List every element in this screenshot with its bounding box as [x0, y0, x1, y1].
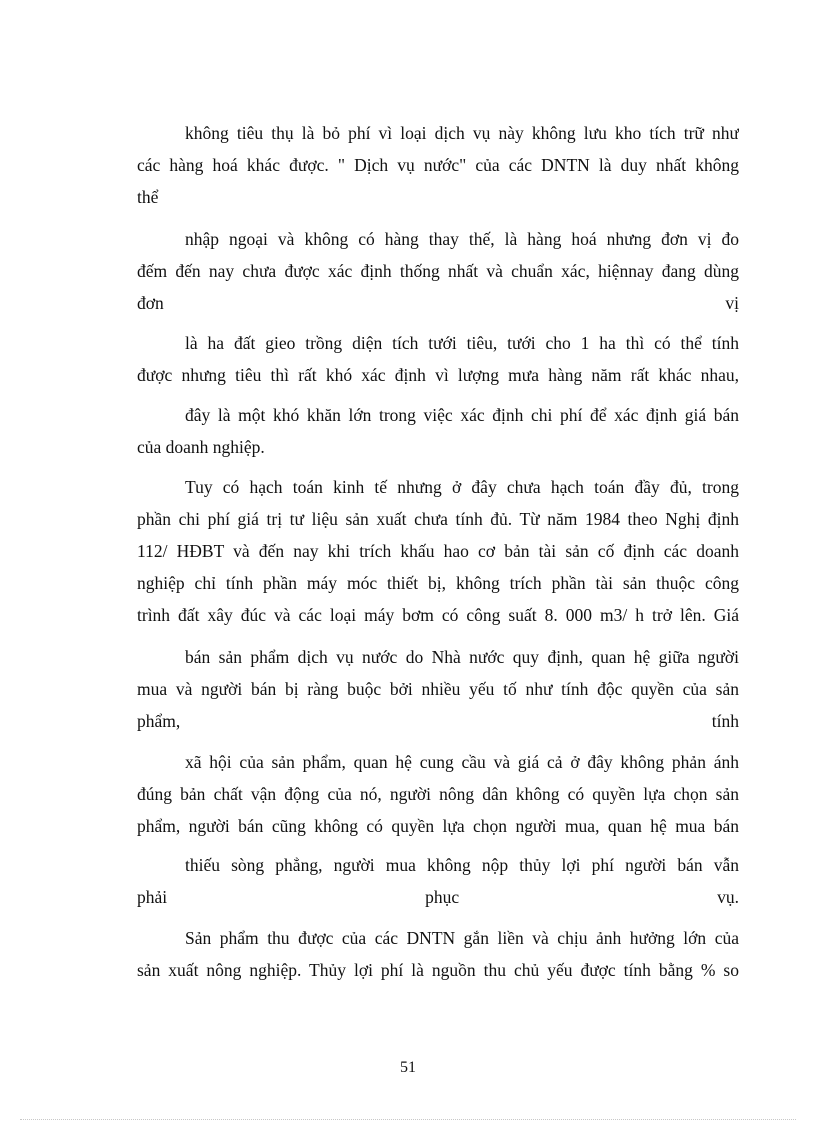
text-line: được nhưng tiêu thì rất khó xác định vì lượng mưa hàng năm rất khác nhau,	[137, 365, 739, 385]
page-bottom-divider	[20, 1119, 796, 1120]
text-line: nhập ngoại và không có hàng thay thế, là hàng hoá nhưng đơn vị đo	[185, 229, 739, 249]
text-line: 112/ HĐBT và đến nay khi trích khấu hao cơ bản tài sản cố định các doanh	[137, 541, 739, 561]
paragraph-1	[137, 117, 739, 213]
text-line: đúng bản chất vận động của nó, người nông dân không có quyền lựa chọn sản	[137, 784, 739, 804]
paragraph-5	[137, 471, 739, 631]
page-number: 51	[400, 1059, 416, 1076]
text-line: là ha đất gieo trồng diện tích tưới tiêu, tưới cho 1 ha thì có thể tính	[185, 333, 739, 353]
text-line: xã hội của sản phẩm, quan hệ cung cầu và giá cả ở đây không phản ánh	[185, 752, 739, 772]
text-line: thể	[137, 187, 159, 207]
text-line: không tiêu thụ là bỏ phí vì loại dịch vụ này không lưu kho tích trữ như	[185, 123, 739, 143]
text-line: phẩm, tính	[137, 711, 739, 731]
text-line: đây là một khó khăn lớn trong việc xác định chi phí để xác định giá bán	[185, 405, 739, 425]
text-line: phải phục vụ.	[137, 887, 739, 907]
text-line: phẩm, người bán cũng không có quyền lựa chọn người mua, quan hệ mua bán	[137, 816, 739, 836]
text-line: mua và người bán bị ràng buộc bởi nhiều yếu tố như tính độc quyền của sản	[137, 679, 739, 699]
text-line: của doanh nghiệp.	[137, 437, 265, 457]
text-line: nghiệp chỉ tính phần máy móc thiết bị, không trích phần tài sản thuộc công	[137, 573, 739, 593]
text-line: Sản phẩm thu được của các DNTN gắn liền và chịu ảnh hưởng lớn của	[185, 928, 739, 948]
text-line: các hàng hoá khác được. " Dịch vụ nước" của các DNTN là duy nhất không	[137, 155, 739, 175]
paragraph-6	[137, 641, 739, 737]
text-line: bán sản phẩm dịch vụ nước do Nhà nước quy định, quan hệ giữa người	[185, 647, 739, 667]
paragraph-9	[137, 922, 739, 986]
text-line: đếm đến nay chưa được xác định thống nhất và chuẩn xác, hiệnnay đang dùng	[137, 261, 739, 281]
paragraph-8	[137, 849, 739, 913]
paragraph-7	[137, 746, 739, 842]
text-line: đơn vị	[137, 293, 739, 313]
text-line: Tuy có hạch toán kinh tế nhưng ở đây chưa hạch toán đầy đủ, trong	[185, 477, 739, 497]
paragraph-2	[137, 223, 739, 319]
text-line: sản xuất nông nghiệp. Thủy lợi phí là nguồn thu chủ yếu được tính bằng % so	[137, 960, 739, 980]
paragraph-4	[137, 399, 739, 463]
text-line: phần chi phí giá trị tư liệu sản xuất chưa tính đủ. Từ năm 1984 theo Nghị định	[137, 509, 739, 529]
text-line: thiếu sòng phẳng, người mua không nộp thủy lợi phí người bán vẫn	[185, 855, 739, 875]
paragraph-3	[137, 327, 739, 391]
text-line: trình đất xây đúc và các loại máy bơm có công suất 8. 000 m3/ h trở lên. Giá	[137, 605, 739, 625]
